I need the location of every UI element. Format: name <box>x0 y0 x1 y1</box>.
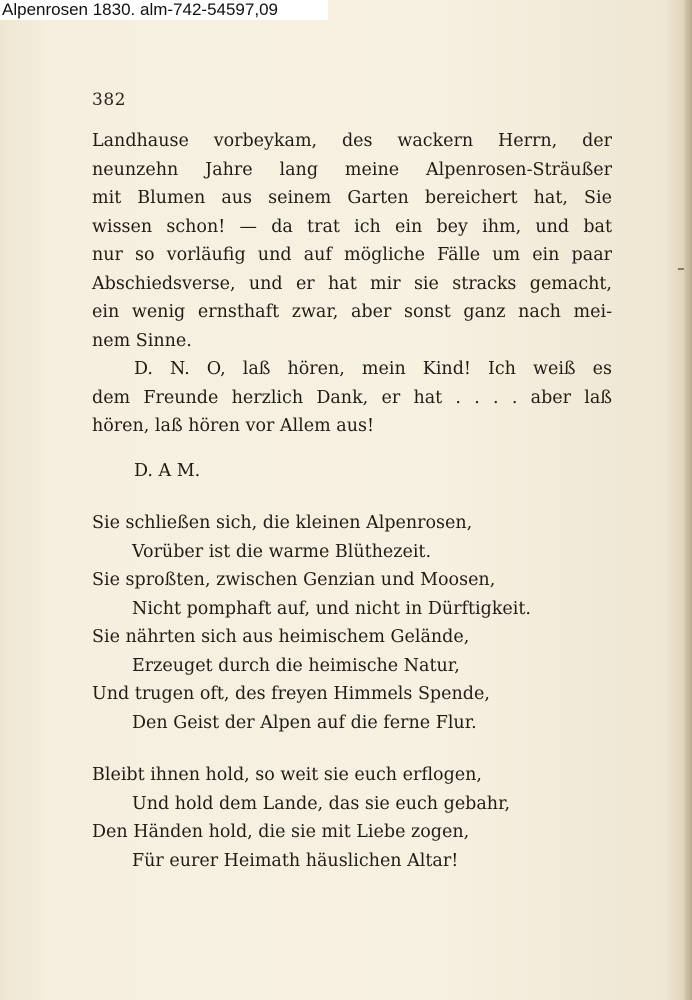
page-text <box>92 127 612 875</box>
verse-line: Nicht pomphaft auf, und nicht in Dürftigkeit. <box>132 598 531 619</box>
page-edge <box>684 0 692 1000</box>
prose-line: neunzehn Jahre lang meine Alpenrosen-Sträußer <box>92 159 612 180</box>
verse-line: Für eurer Heimath häuslichen Altar! <box>132 850 459 871</box>
verse-line: Bleibt ihnen hold, so weit sie euch erflogen, <box>92 765 482 785</box>
page-number: 382 <box>92 90 126 110</box>
page-edge-mark <box>678 268 684 270</box>
image-caption: Alpenrosen 1830. alm-742-54597,09 <box>0 0 328 20</box>
prose-line: mit Blumen aus seinem Garten bereichert hat, Sie <box>92 188 612 208</box>
dialogue-line: D. N. O, laß hören, mein Kind! Ich weiß es <box>134 359 612 379</box>
verse-line: Und hold dem Lande, das sie euch gebahr, <box>132 793 511 814</box>
prose-line: Landhause vorbeykam, des wackern Herrn, der <box>92 131 612 151</box>
dialogue-line: hören, laß hören vor Allem aus! <box>92 416 374 436</box>
verse-line: Erzeuget durch die heimische Natur, <box>132 655 460 676</box>
speaker-label: D. A M. <box>134 460 201 481</box>
verse-line: Sie nährten sich aus heimischem Gelände, <box>92 627 470 647</box>
verse-line: Sie schließen sich, die kleinen Alpenrosen, <box>92 513 473 533</box>
prose-line: ein wenig ernsthaft zwar, aber sonst ganz nach mei- <box>92 302 612 322</box>
prose-line: wissen schon! — da trat ich ein bey ihm, und bat <box>92 216 612 237</box>
verse-line: Den Geist der Alpen auf die ferne Flur. <box>132 712 477 733</box>
prose-line: Abschiedsverse, und er hat mir sie stracks gemacht, <box>92 273 612 294</box>
verse-line: Den Händen hold, die sie mit Liebe zogen, <box>92 822 470 842</box>
prose-line: nem Sinne. <box>92 330 192 351</box>
dialogue-line: dem Freunde herzlich Dank, er hat . . . . aber laß <box>92 387 612 408</box>
verse-line: Und trugen oft, des freyen Himmels Spende, <box>92 684 490 704</box>
prose-line: nur so vorläufig und auf mögliche Fälle um ein paar <box>92 245 612 265</box>
verse-line: Sie sproßten, zwischen Genzian und Moosen, <box>92 570 496 590</box>
verse-line: Vorüber ist die warme Blüthezeit. <box>132 541 432 562</box>
